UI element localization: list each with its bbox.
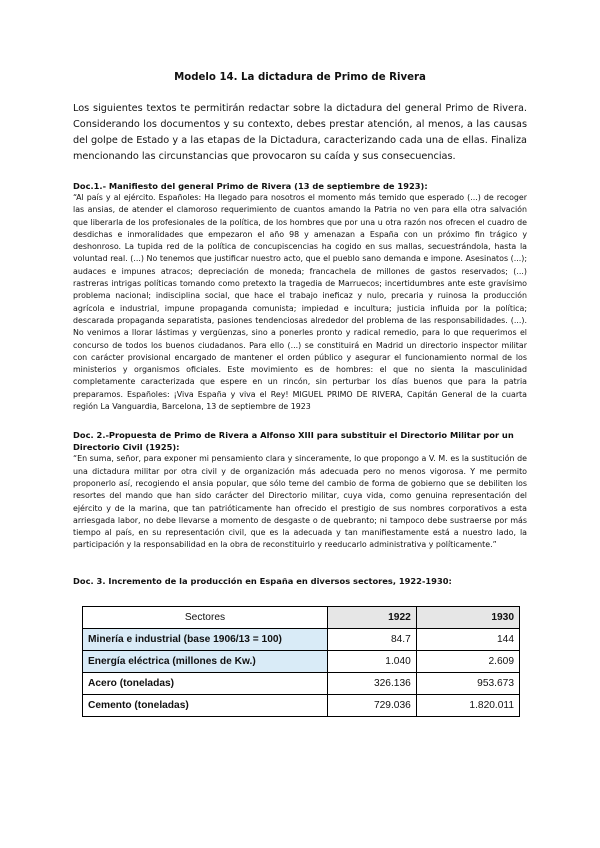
row-sector-cell: Cemento (toneladas): [83, 694, 328, 716]
row-1922-cell: 729.036: [328, 694, 417, 716]
row-1930-cell: 2.609: [416, 650, 519, 672]
document-3: [73, 576, 527, 717]
column-header-sectores: Sectores: [83, 606, 328, 628]
intro-paragraph: Los siguientes textos te permitirán redactar sobre la dictadura del general Primo de Rivera. Considerando los documentos y su contexto, debes prestar atención, al menos, a las causas del golpe de Estado y a las etapas de la Dictadura, caracterizando cada una de ellas. Finaliza mencionando las circunstancias que provocaron su caída y sus consecuencias.: [73, 103, 527, 162]
row-sector-cell: Acero (toneladas): [83, 672, 328, 694]
table-row: [83, 650, 520, 672]
production-table: [82, 606, 520, 717]
doc3-heading: Doc. 3. Incremento de la producción en España en diversos sectores, 1922-1930:: [73, 575, 452, 586]
row-1930-cell: 953.673: [416, 672, 519, 694]
page-title: Modelo 14. La dictadura de Primo de Rivera: [174, 72, 426, 83]
row-sector-cell: Energía eléctrica (millones de Kw.): [83, 650, 328, 672]
doc1-text: “Al país y al ejército. Españoles: Ha llegado para nosotros el momento más temido que esperado (...) de recoger las ansias, de atender el clamoroso requerimiento de cuantos amando la Patria no ven para ella otra salvación que liberarla de los profesionales de la política, de los hombres que por una u otra razón nos ofrecen el cuadro de desdichas e inmoralidades que empezaron el año 98 y amenazan a España con un próximo fin trágico y deshonroso. La tupida red de la política de concupiscencias ha cogido en sus mallas, secuestrándola, hasta la voluntad real. (...) No tenemos que justificar nuestro acto, que el pueblo sano demanda e impone. Asesinatos (...); audaces e impunes atracos; depreciación de moneda; francachela de millones de gastos reservados; (...) rastreras intrigas políticas tomando como pretexto la tragedia de Marruecos; incertidumbres ante este gravísimo problema nacional; indisciplina social, que hace el trabajo ineficaz y nulo, precaria y ruinosa la producción agrícola e industrial, impune propaganda comunista; impiedad e incultura; justicia influida por la política; descarada propaganda separatista, pasiones tendenciosas alrededor del problema de las responsabilidades. (...). No venimos a llorar lástimas y vergüenzas, sino a ponerles pronto y radical remedio, para lo que requerimos el concurso de todos los buenos ciudadanos. Para ello (...) se constituirá en Madrid un directorio inspector militar con carácter provisional encargado de mantener el orden público y asegurar el funcionamiento normal de los ministerios y organismos oficiales. Este movimiento es de hombres: el que no sienta la masculinidad completamente caracterizada que espere en un rincón, sin perturbar los días buenos que para la patria preparamos. Españoles: ¡Viva España y viva el Rey! MIGUEL PRIMO DE RIVERA, Capitán General de la cuarta región La Vanguardia, Barcelona, 13 de septiembre de 1923: [73, 193, 527, 412]
table-row: [83, 694, 520, 716]
row-1922-cell: 84.7: [328, 628, 417, 650]
doc1-heading: Doc.1.- Manifiesto del general Primo de Rivera (13 de septiembre de 1923):: [73, 181, 428, 191]
column-header-1922: 1922: [328, 606, 417, 628]
column-header-1930: 1930: [416, 606, 519, 628]
doc2-heading: Doc. 2.-Propuesta de Primo de Rivera a Alfonso XIII para substituir el Directorio Militar por un Directorio Civil (1925):: [73, 430, 514, 453]
table-header-row: [83, 606, 520, 628]
document-1: [73, 180, 527, 413]
document-2: [73, 429, 527, 551]
table-row: [83, 672, 520, 694]
row-1930-cell: 1.820.011: [416, 694, 519, 716]
row-1922-cell: 1.040: [328, 650, 417, 672]
table-row: [83, 628, 520, 650]
row-1930-cell: 144: [416, 628, 519, 650]
row-sector-cell: Minería e industrial (base 1906/13 = 100): [83, 628, 328, 650]
doc2-text: “En suma, señor, para exponer mi pensamiento clara y sinceramente, lo que propongo a V. M. es la sustitución de una dictadura militar por otra civil y de organización más adecuada pero no menos vigorosa. Y me permito proponerlo así, recogiendo el ansia popular, que sólo teme del cambio de forma de gobierno que se debiliten los resortes del mando que han sido carácter del Directorio militar, cuya vida, como genuina representación del ejército y de la marina, que tan patrióticamente han ofrecido el prestigio de sus nombres corporativos a esta arriesgada labor, no debe llevarse a momento de desgaste o de quebranto; ni tampoco debe sustraerse por más tiempo al país, en su representación civil, que es la adecuada y tan manifiestamente está a nuestro lado, la participación y la responsabilidad en la obra de reconstituirlo y reeducarlo administrativa y políticamente.”: [73, 454, 527, 550]
row-1922-cell: 326.136: [328, 672, 417, 694]
